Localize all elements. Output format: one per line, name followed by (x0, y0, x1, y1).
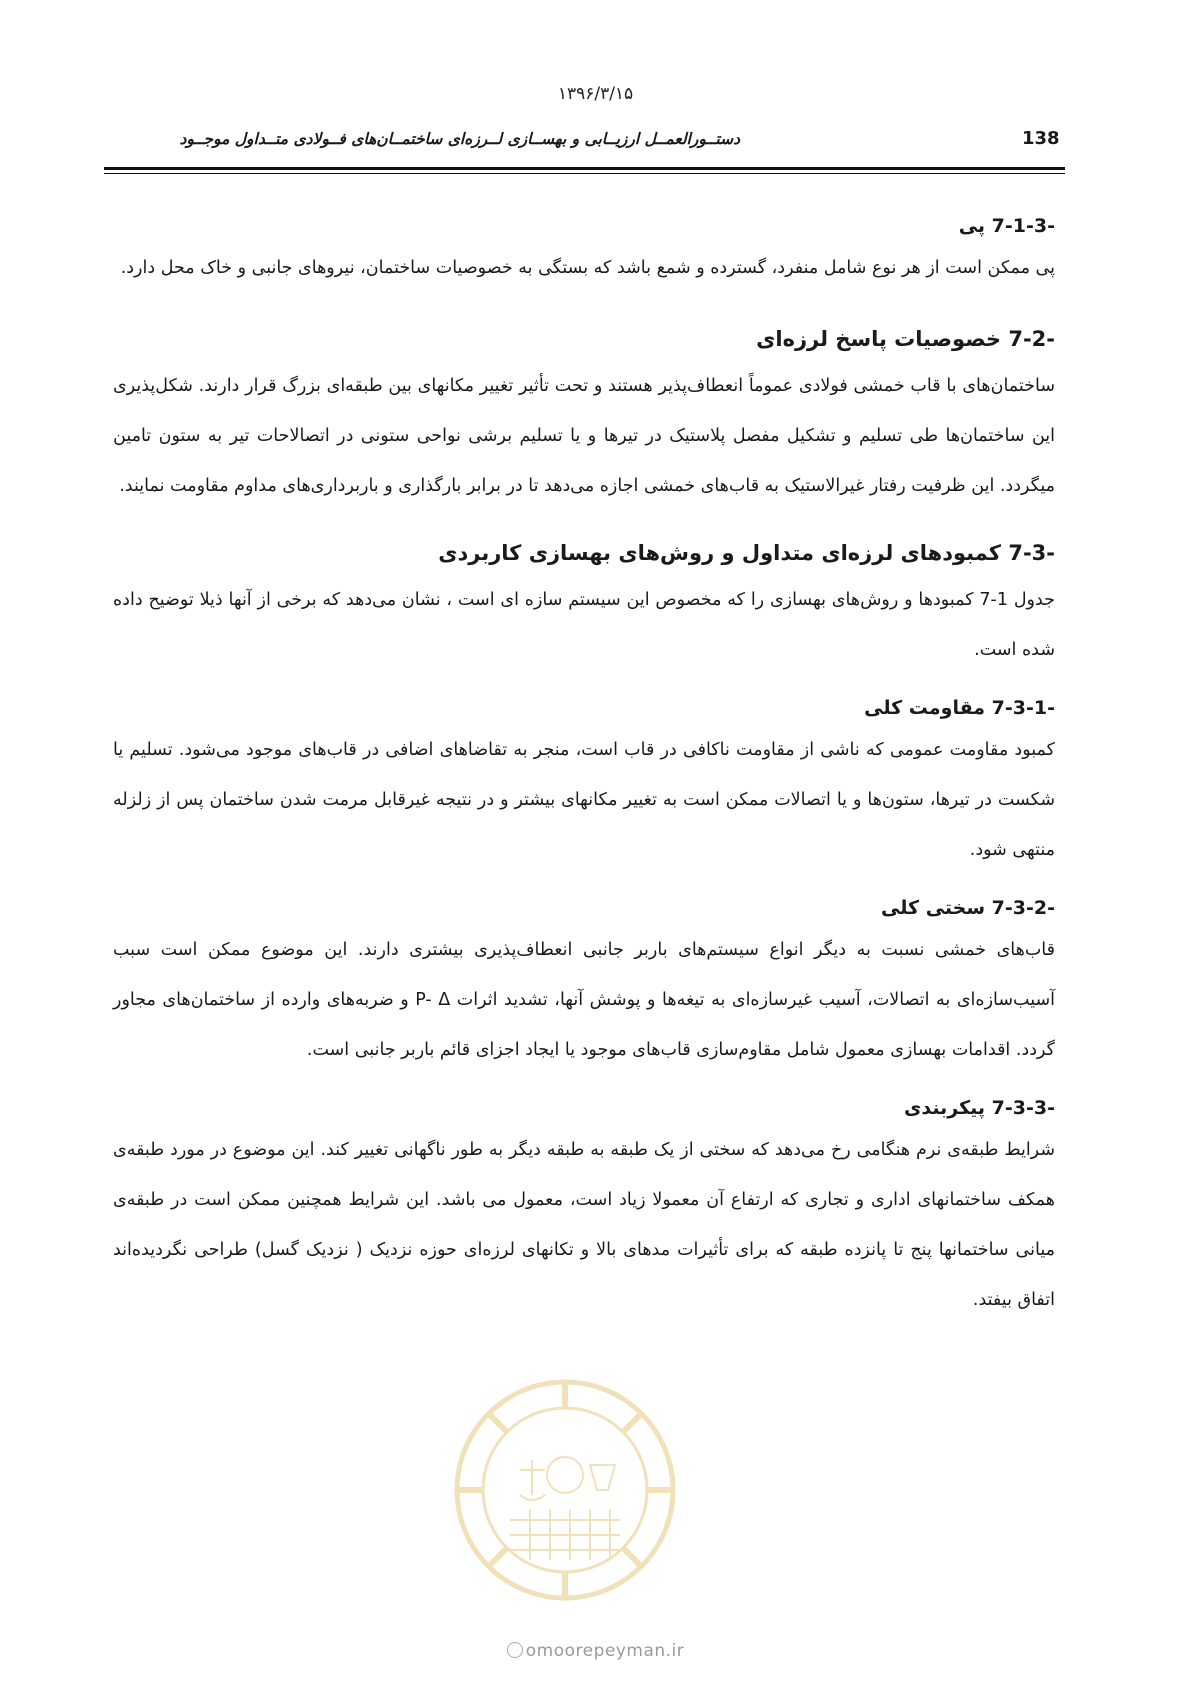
page-content (113, 215, 1055, 1325)
section-title: پیکربندی (904, 1097, 986, 1119)
section-heading (113, 1097, 1055, 1119)
table-ref: 7-1 (979, 590, 1008, 610)
section-paragraph: شرایط طبقه‌ی نرم هنگامی رخ می‌دهد که سختی از یک طبقه به طبقه دیگر به طور ناگهانی تغییر کند. این موضوع در مورد طبقه‌ی همکف ساختمانهای اداری و تجاری که ارتفاع آن معمولا زیاد است، معمول می باشد. این شرایط همچنین ممکن است در طبقه‌ی میانی ساختمانها پنج تا پانزده طبقه که برای تأثیرات مدهای بالا و تکانهای لرزه‌ای حوزه نزدیک ( نزدیک گسل) طراحی نگردیده‌اند اتفاق بیفتد. (113, 1140, 1055, 1310)
section-heading (113, 541, 1055, 565)
section-title: مقاومت کلی (864, 697, 986, 719)
section-number: 7-3-2- (991, 897, 1055, 919)
section-title: خصوصیات پاسخ لرزه‌ای (756, 327, 1002, 351)
table-ref-prefix: جدول (1013, 590, 1055, 610)
header-rule-thin (104, 173, 1065, 174)
section-heading (113, 697, 1055, 719)
section-heading (113, 327, 1055, 351)
page-header (110, 128, 1065, 156)
section-title: سختی کلی (881, 897, 986, 919)
watermark-seal-icon (450, 1375, 680, 1605)
section-number: 7-1-3- (991, 215, 1055, 237)
section-paragraph: پی ممکن است از هر نوع شامل منفرد، گسترده و شمع باشد که بستگی به خصوصیات ساختمان، نیروهای جانبی و خاک محل دارد. (120, 258, 1055, 278)
section-paragraph (113, 575, 1055, 675)
section-number: 7-3-1- (991, 697, 1055, 719)
section-number: 7-3- (1008, 541, 1055, 565)
section-title: کمبودهای لرزه‌ای متداول و روش‌های بهسازی کاربردی (438, 541, 1002, 565)
section-paragraph: کمبود مقاومت عمومی که ناشی از مقاومت ناکافی در قاب است، منجر به تقاضاهای اضافی در قاب‌های موجود می‌شود. تسلیم یا شکست در تیرها، ستون‌ها و یا اتصالات ممکن است به تغییر مکانهای بیشتر و در نتیجه غیرقابل مرمت شدن ساختمان پس از زلزله منتهی شود. (113, 740, 1055, 860)
section-heading (113, 215, 1055, 237)
section-heading (113, 897, 1055, 919)
globe-icon (507, 1642, 523, 1658)
section-title: پی (958, 215, 986, 237)
paragraph-text: کمبودها و روش‌های بهسازی را که مخصوص این سیستم سازه ای است ، نشان می‌دهد که برخی از آنها ذیلا توضیح داده شده است. (113, 590, 1055, 660)
header-rule (104, 167, 1065, 170)
section-paragraph: قاب‌های خمشی نسبت به دیگر انواع سیستم‌های باربر جانبی انعطاف‌پذیری بیشتری دارند. این موضوع ممکن است سبب آسیب‌سازه‌ای به اتصالات، آسیب غیرسازه‌ای به تیغه‌ها و پوشش آنها، تشدید اثرات P- Δ و ضربه‌های وارده از ساختمان‌های مجاور گردد. اقدامات بهسازی معمول شامل مقاوم‌سازی قاب‌های موجود یا ایجاد اجزای قائم باربر جانبی است. (113, 940, 1056, 1060)
page-number: 138 (1022, 128, 1060, 149)
watermark-text: omoorepeyman.ir (0, 1641, 1191, 1661)
section-paragraph: ساختمان‌های با قاب خمشی فولادی عموماً انعطاف‌پذیر هستند و تحت تأثیر تغییر مکانهای بین طبقه‌ای بزرگ قرار دارند. شکل‌پذیری این ساختمان‌ها طی تسلیم و تشکیل مفصل پلاستیک در تیرها و یا تسلیم برشی نواحی ستونی در اتصالاحات تیر به ستون تامین میگردد. این ظرفیت رفتار غیرالاستیک به قاب‌های خمشی اجازه می‌دهد تا در برابر بارگذاری و باربرداری‌های مداوم مقاومت نمایند. (113, 376, 1055, 496)
page-date: ۱۳۹۶/۳/۱۵ (557, 84, 634, 104)
section-number: 7-3-3- (991, 1097, 1055, 1119)
running-title: دستــورالعمــل ارزیــابی و بهســازی لــرزه‌ای ساختمــان‌های فــولادی متــداول موجــود (179, 130, 740, 148)
section-number: 7-2- (1008, 327, 1055, 351)
